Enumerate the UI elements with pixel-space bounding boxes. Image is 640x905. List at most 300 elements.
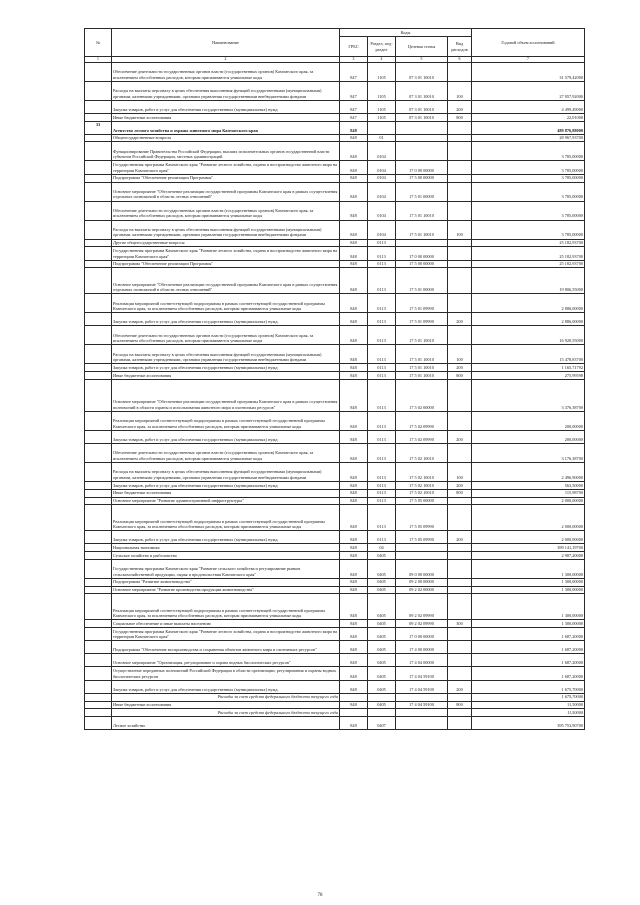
row-sum: 31 579,42000 xyxy=(472,62,585,81)
row-vr xyxy=(448,628,472,641)
row-sum: 115,98700 xyxy=(472,489,585,497)
row-section: 1105 xyxy=(368,81,396,100)
row-section: 0113 xyxy=(368,505,396,531)
row-grbs: 848 xyxy=(340,654,368,667)
row-vr xyxy=(448,239,472,247)
row-name: Подпрограмма "Обеспечение воспроизводства и сохранения объектов животного мира и охотничьих ресурсов" xyxy=(112,641,340,654)
table-row xyxy=(85,345,585,364)
row-vr xyxy=(448,134,472,142)
row-name: Другие общегосударственные вопросы xyxy=(112,239,340,247)
row-name: Расходы на выплаты персоналу в целях обеспечения выполнения функций государственными (муниципальными) органами, казенными учреждениями, органами управления государственными внебюджетными фондами xyxy=(112,462,340,481)
row-sum: 1 675,70000 xyxy=(472,680,585,693)
row-name: Осуществление переданных полномочий Российской Федерации в области организации, регулирования и охраны водных биологических ресурсов xyxy=(112,667,340,680)
table-row xyxy=(85,239,585,247)
row-vr xyxy=(448,667,472,680)
row-grbs: 848 xyxy=(340,578,368,586)
row-vr xyxy=(448,182,472,201)
row-number xyxy=(85,544,112,552)
row-sum: 563,50000 xyxy=(472,481,585,489)
table-row xyxy=(85,497,585,505)
row-number xyxy=(85,654,112,667)
row-name: Реализация мероприятий соответствующей подпрограммы в рамках соответствующей государственной программы Камчатского края, за исключением обособленных расходов, которым присваиваются уникальные коды xyxy=(112,594,340,620)
row-name: Иные бюджетные ассигнования xyxy=(112,701,340,709)
row-section: 0407 xyxy=(368,717,396,730)
row-name: Реализация мероприятий соответствующей подпрограммы в рамках соответствующей государственной программы Камчатского края, за исключением обособленных расходов, которым присваиваются уникальные коды xyxy=(112,505,340,531)
row-section: 0405 xyxy=(368,552,396,560)
header-num: № xyxy=(85,29,112,57)
row-number xyxy=(85,497,112,505)
row-sum: 1 675,70000 xyxy=(472,693,585,701)
row-name: Расходы на выплаты персоналу в целях обеспечения выполнения функций государственными (муниципальными) органами, казенными учреждениями, органами управления государственными внебюджетными фондами xyxy=(112,81,340,100)
row-vr: 200 xyxy=(448,481,472,489)
row-section: 0113 xyxy=(368,247,396,260)
table-row xyxy=(85,680,585,693)
row-vr xyxy=(448,654,472,667)
row-name: Государственная программа Камчатского края "Развитие лесного хозяйства, охрана и воспроизводство животного мира на территории Камчатского края" xyxy=(112,628,340,641)
row-vr: 100 xyxy=(448,462,472,481)
table-row xyxy=(85,544,585,552)
row-section: 0405 xyxy=(368,628,396,641)
row-target: 07 3 01 10010 xyxy=(396,62,448,81)
row-target: 17 0 00 00000 xyxy=(396,161,448,174)
row-target: 17 4 04 00000 xyxy=(396,654,448,667)
row-number xyxy=(85,717,112,730)
row-target: 17 5 01 10010 xyxy=(396,372,448,380)
table-row xyxy=(85,113,585,121)
row-sum: 11,50000 xyxy=(472,701,585,709)
row-number xyxy=(85,489,112,497)
row-name: Сельское хозяйство и рыболовство xyxy=(112,552,340,560)
row-name: Закупка товаров, работ и услуг для обеспечения государственных (муниципальных) нужд xyxy=(112,100,340,113)
row-target: 17 5 01 10010 xyxy=(396,364,448,372)
row-vr xyxy=(448,559,472,578)
row-vr xyxy=(448,62,472,81)
row-number: 33 xyxy=(85,121,112,134)
row-grbs: 848 xyxy=(340,641,368,654)
row-name: Иные бюджетные ассигнования xyxy=(112,372,340,380)
row-grbs: 848 xyxy=(340,174,368,182)
row-grbs: 848 xyxy=(340,667,368,680)
table-row xyxy=(85,379,585,411)
row-section: 1105 xyxy=(368,62,396,81)
row-sum: 25 182,93700 xyxy=(472,247,585,260)
row-sum: 2 886,00000 xyxy=(472,313,585,326)
row-sum: 2 496,90000 xyxy=(472,462,585,481)
row-vr xyxy=(448,594,472,620)
row-grbs: 848 xyxy=(340,379,368,411)
row-grbs: 848 xyxy=(340,134,368,142)
row-section: 0405 xyxy=(368,559,396,578)
row-sum: 3 785,00000 xyxy=(472,142,585,161)
row-grbs: 848 xyxy=(340,701,368,709)
row-sum: 1 300,00000 xyxy=(472,586,585,594)
row-section: 0113 xyxy=(368,364,396,372)
row-target xyxy=(396,239,448,247)
row-target: 17 5 01 00000 xyxy=(396,268,448,294)
row-number xyxy=(85,220,112,239)
row-name: Обеспечение деятельности государственных органов власти (государственных органов) Камчатского края, за исключением обособленных расходов, которым присваиваются уникальные коды xyxy=(112,326,340,345)
table-row xyxy=(85,134,585,142)
row-section: 0113 xyxy=(368,313,396,326)
row-vr xyxy=(448,552,472,560)
row-number xyxy=(85,693,112,701)
row-vr: 200 xyxy=(448,531,472,544)
row-grbs: 848 xyxy=(340,544,368,552)
row-sum: 22,01000 xyxy=(472,113,585,121)
table-row xyxy=(85,559,585,578)
table-body xyxy=(85,62,585,729)
row-number xyxy=(85,586,112,594)
row-vr xyxy=(448,544,472,552)
row-section: 0104 xyxy=(368,220,396,239)
row-number xyxy=(85,552,112,560)
row-name: Государственная программа Камчатского края "Развитие сельского хозяйства и регулирование рынков сельскохозяйственной продукции, сырья и продовольствия Камчатского края" xyxy=(112,559,340,578)
row-number xyxy=(85,313,112,326)
table-row xyxy=(85,268,585,294)
row-name: Основное мероприятие "Развитие административной инфраструктуры" xyxy=(112,497,340,505)
row-section: 0113 xyxy=(368,489,396,497)
table-row xyxy=(85,717,585,730)
table-row xyxy=(85,81,585,100)
row-number xyxy=(85,680,112,693)
row-target xyxy=(396,121,448,134)
row-number xyxy=(85,628,112,641)
row-number xyxy=(85,345,112,364)
row-name: Иные бюджетные ассигнования xyxy=(112,489,340,497)
row-section: 0405 xyxy=(368,701,396,709)
table-row xyxy=(85,430,585,443)
row-sum: 1 165,71792 xyxy=(472,364,585,372)
row-name: Обеспечение деятельности государственных органов власти (государственных органов) Камчатского края, за исключением обособленных расходов, которым присваиваются уникальные коды xyxy=(112,443,340,462)
row-sum: 28 967,93700 xyxy=(472,134,585,142)
row-section: 0113 xyxy=(368,326,396,345)
row-target: 17 5 01 10010 xyxy=(396,326,448,345)
row-target: 09 2 02 09990 xyxy=(396,594,448,620)
table-row xyxy=(85,667,585,680)
table-row xyxy=(85,201,585,220)
row-section: 0113 xyxy=(368,239,396,247)
table-row xyxy=(85,709,585,717)
row-target: 17 5 00 00000 xyxy=(396,260,448,268)
row-number xyxy=(85,142,112,161)
table-row xyxy=(85,489,585,497)
table-row xyxy=(85,411,585,430)
row-grbs: 848 xyxy=(340,717,368,730)
table-row xyxy=(85,247,585,260)
row-grbs: 848 xyxy=(340,220,368,239)
row-sum: 275,99598 xyxy=(472,372,585,380)
row-target: 17 5 05 09990 xyxy=(396,531,448,544)
row-name: Основное мероприятие "Обеспечение реализации государственной программы Камчатского края в рамках осуществления полномочий в области охраны и использования животного мира и охотничьих ресурсов" xyxy=(112,379,340,411)
row-section: 0104 xyxy=(368,161,396,174)
row-sum: 25 182,93700 xyxy=(472,260,585,268)
row-target: 09 2 02 09990 xyxy=(396,620,448,628)
row-vr: 100 xyxy=(448,81,472,100)
row-name: Закупка товаров, работ и услуг для обеспечения государственных (муниципальных) нужд xyxy=(112,481,340,489)
row-name: Функционирование Правительства Российской Федерации, высших исполнительных органов государственной власти субъектов Российской Федерации, местных администраций xyxy=(112,142,340,161)
table-row xyxy=(85,578,585,586)
row-grbs: 848 xyxy=(340,628,368,641)
row-sum: 1 687,20000 xyxy=(472,641,585,654)
row-sum: 16 920,55000 xyxy=(472,326,585,345)
table-row xyxy=(85,142,585,161)
row-section: 0405 xyxy=(368,578,396,586)
row-section: 0113 xyxy=(368,481,396,489)
row-section: 1105 xyxy=(368,100,396,113)
row-name: Расходы на выплаты персоналу в целях обеспечения выполнения функций государственными (муниципальными) органами, казенными учреждениями, органами управления государственными внебюджетными фондами xyxy=(112,220,340,239)
table-row xyxy=(85,372,585,380)
row-number xyxy=(85,709,112,717)
row-number xyxy=(85,174,112,182)
row-number xyxy=(85,411,112,430)
row-target: 17 0 00 00000 xyxy=(396,247,448,260)
row-section xyxy=(368,121,396,134)
row-sum: 1 300,00000 xyxy=(472,594,585,620)
row-number xyxy=(85,268,112,294)
row-target: 17 5 01 10010 xyxy=(396,220,448,239)
table-row xyxy=(85,100,585,113)
row-name: Закупка товаров, работ и услуг для обеспечения государственных (муниципальных) нужд xyxy=(112,680,340,693)
row-name: Закупка товаров, работ и услуг для обеспечения государственных (муниципальных) нужд xyxy=(112,531,340,544)
row-target: 17 5 00 00000 xyxy=(396,174,448,182)
row-sum: 25 182,93700 xyxy=(472,239,585,247)
table-row xyxy=(85,174,585,182)
row-number xyxy=(85,100,112,113)
row-vr: 800 xyxy=(448,489,472,497)
row-number xyxy=(85,531,112,544)
row-sum: 11,50000 xyxy=(472,709,585,717)
row-name: Реализация мероприятий соответствующей подпрограммы в рамках соответствующей государственной программы Камчатского края, за исключением обособленных расходов, которым присваиваются уникальные коды xyxy=(112,411,340,430)
table-row xyxy=(85,552,585,560)
row-grbs: 848 xyxy=(340,294,368,313)
row-target: 17 5 01 09990 xyxy=(396,294,448,313)
row-target xyxy=(396,142,448,161)
row-vr xyxy=(448,247,472,260)
row-target: 17 5 02 09990 xyxy=(396,430,448,443)
row-name: Подпрограмма "Обеспечение реализации Программы" xyxy=(112,260,340,268)
row-number xyxy=(85,113,112,121)
row-grbs: 848 xyxy=(340,239,368,247)
header-name: Наименование xyxy=(112,29,340,57)
row-number xyxy=(85,247,112,260)
row-grbs: 848 xyxy=(340,345,368,364)
row-sum: 27 057,92000 xyxy=(472,81,585,100)
row-sum: 2 000,00000 xyxy=(472,497,585,505)
row-sum: 1 300,00000 xyxy=(472,559,585,578)
page-number: 78 xyxy=(317,893,323,898)
row-vr xyxy=(448,641,472,654)
row-name: Обеспечение деятельности государственных органов власти (государственных органов) Камчатского края, за исключением обособленных расходов, которым присваиваются уникальные коды xyxy=(112,201,340,220)
row-grbs: 847 xyxy=(340,100,368,113)
row-target: 17 5 02 09990 xyxy=(396,411,448,430)
row-target: 17 5 02 10010 xyxy=(396,462,448,481)
row-grbs: 848 xyxy=(340,372,368,380)
row-section: 0104 xyxy=(368,201,396,220)
row-sum: 3 785,00000 xyxy=(472,174,585,182)
row-target: 17 5 02 10010 xyxy=(396,489,448,497)
row-number xyxy=(85,641,112,654)
header-section: Раздел, под-раздел xyxy=(368,37,396,57)
row-target: 09 2 02 00000 xyxy=(396,586,448,594)
row-target xyxy=(396,552,448,560)
row-vr xyxy=(448,443,472,462)
row-name: Агентство лесного хозяйства и охраны животного мира Камчатского края xyxy=(112,121,340,134)
row-number xyxy=(85,481,112,489)
row-name: Закупка товаров, работ и услуг для обеспечения государственных (муниципальных) нужд xyxy=(112,364,340,372)
row-target: 17 5 02 10010 xyxy=(396,481,448,489)
row-sum: 2 987,20000 xyxy=(472,552,585,560)
row-sum: 15 478,83700 xyxy=(472,345,585,364)
table-row xyxy=(85,586,585,594)
row-name: Иные бюджетные ассигнования xyxy=(112,113,340,121)
row-name: Закупка товаров, работ и услуг для обеспечения государственных (муниципальных) нужд xyxy=(112,430,340,443)
row-name: Общегосударственные вопросы xyxy=(112,134,340,142)
column-number: 2 xyxy=(112,57,340,63)
row-grbs: 848 xyxy=(340,586,368,594)
row-grbs: 848 xyxy=(340,552,368,560)
row-vr: 800 xyxy=(448,113,472,121)
row-section: 0104 xyxy=(368,182,396,201)
row-target: 07 3 01 10010 xyxy=(396,113,448,121)
row-section: 0405 xyxy=(368,586,396,594)
column-number: 4 xyxy=(368,57,396,63)
row-grbs: 848 xyxy=(340,121,368,134)
row-name: Подпрограмма "Обеспечение реализации Программы" xyxy=(112,174,340,182)
row-vr xyxy=(448,505,472,531)
row-grbs: 848 xyxy=(340,182,368,201)
row-section: 0113 xyxy=(368,531,396,544)
table-row xyxy=(85,701,585,709)
table-row xyxy=(85,364,585,372)
row-grbs: 848 xyxy=(340,497,368,505)
row-section: 0113 xyxy=(368,462,396,481)
row-number xyxy=(85,505,112,531)
row-vr xyxy=(448,411,472,430)
row-vr xyxy=(448,709,472,717)
row-section: 0113 xyxy=(368,294,396,313)
row-vr: 200 xyxy=(448,100,472,113)
row-sum: 3 176,38700 xyxy=(472,443,585,462)
row-name: Расходы на выплаты персоналу в целях обеспечения выполнения функций государственными (муниципальными) органами, казенными учреждениями, органами управления государственными внебюджетными фондами xyxy=(112,345,340,364)
table-row xyxy=(85,182,585,201)
row-grbs: 848 xyxy=(340,411,368,430)
row-grbs: 848 xyxy=(340,161,368,174)
row-target: 09 0 00 00000 xyxy=(396,559,448,578)
row-section: 0405 xyxy=(368,620,396,628)
row-section: 0104 xyxy=(368,142,396,161)
table-row xyxy=(85,628,585,641)
row-section: 0405 xyxy=(368,680,396,693)
column-number: 3 xyxy=(340,57,368,63)
row-name: Закупка товаров, работ и услуг для обеспечения государственных (муниципальных) нужд xyxy=(112,313,340,326)
row-number xyxy=(85,239,112,247)
table-row xyxy=(85,654,585,667)
row-number xyxy=(85,161,112,174)
row-vr: 200 xyxy=(448,313,472,326)
row-section: 0113 xyxy=(368,345,396,364)
row-name: Социальное обеспечение и иные выплаты населению xyxy=(112,620,340,628)
row-grbs: 848 xyxy=(340,268,368,294)
row-number xyxy=(85,201,112,220)
row-target: 09 2 00 00000 xyxy=(396,578,448,586)
row-vr: 200 xyxy=(448,364,472,372)
row-section: 0113 xyxy=(368,379,396,411)
row-target: 17 4 04 59100 xyxy=(396,680,448,693)
table-row xyxy=(85,294,585,313)
row-sum: 3 785,00000 xyxy=(472,220,585,239)
table-row xyxy=(85,313,585,326)
row-grbs xyxy=(340,693,368,701)
row-vr xyxy=(448,379,472,411)
row-grbs: 847 xyxy=(340,81,368,100)
row-number xyxy=(85,578,112,586)
row-sum: 4 499,49000 xyxy=(472,100,585,113)
row-section: 0113 xyxy=(368,260,396,268)
row-number xyxy=(85,430,112,443)
row-grbs: 848 xyxy=(340,462,368,481)
column-number: 7 xyxy=(472,57,585,63)
row-grbs: 848 xyxy=(340,260,368,268)
row-sum: 1 687,20000 xyxy=(472,628,585,641)
row-sum: 1 687,20000 xyxy=(472,654,585,667)
row-grbs: 848 xyxy=(340,505,368,531)
row-section xyxy=(368,709,396,717)
row-name: Расходы за счет средств федерального бюджета текущего года xyxy=(112,709,340,717)
row-sum: 200,00000 xyxy=(472,411,585,430)
row-section: 04 xyxy=(368,544,396,552)
row-vr xyxy=(448,326,472,345)
row-vr: 200 xyxy=(448,430,472,443)
row-sum: 3 376,38700 xyxy=(472,379,585,411)
row-grbs: 848 xyxy=(340,481,368,489)
row-sum: 1 300,00000 xyxy=(472,620,585,628)
row-section: 0113 xyxy=(368,268,396,294)
row-section: 1105 xyxy=(368,113,396,121)
row-number xyxy=(85,182,112,201)
row-grbs: 848 xyxy=(340,594,368,620)
column-number: 1 xyxy=(85,57,112,63)
budget-table xyxy=(84,28,585,730)
row-number xyxy=(85,667,112,680)
row-grbs: 848 xyxy=(340,443,368,462)
table-row xyxy=(85,505,585,531)
row-vr xyxy=(448,121,472,134)
row-grbs: 847 xyxy=(340,113,368,121)
row-name: Основное мероприятие "Развитие производства продукции животноводства" xyxy=(112,586,340,594)
table-row xyxy=(85,260,585,268)
row-name: Основное мероприятие "Обеспечение реализации государственной программы Камчатского края в рамках осуществления отдельных полномочий в области лесных отношений" xyxy=(112,182,340,201)
header-codes: Коды xyxy=(340,29,472,37)
row-vr xyxy=(448,260,472,268)
row-section xyxy=(368,693,396,701)
row-sum: 2 000,00000 xyxy=(472,531,585,544)
table-header xyxy=(85,29,585,63)
row-target: 07 3 01 10010 xyxy=(396,81,448,100)
row-grbs: 848 xyxy=(340,620,368,628)
row-target: 17 5 02 10010 xyxy=(396,443,448,462)
row-vr: 800 xyxy=(448,701,472,709)
table-row xyxy=(85,443,585,462)
row-name: Подпрограмма "Развитие животноводства" xyxy=(112,578,340,586)
row-name: Реализация мероприятий соответствующей подпрограммы в рамках соответствующей государственной программы Камчатского края, за исключением обособленных расходов, которым присваиваются уникальные коды xyxy=(112,294,340,313)
header-target: Целевая статья xyxy=(396,37,448,57)
table-row xyxy=(85,693,585,701)
row-grbs: 847 xyxy=(340,62,368,81)
row-target: 17 4 04 59100 xyxy=(396,701,448,709)
row-target: 17 5 01 00000 xyxy=(396,182,448,201)
row-vr xyxy=(448,497,472,505)
row-number xyxy=(85,81,112,100)
